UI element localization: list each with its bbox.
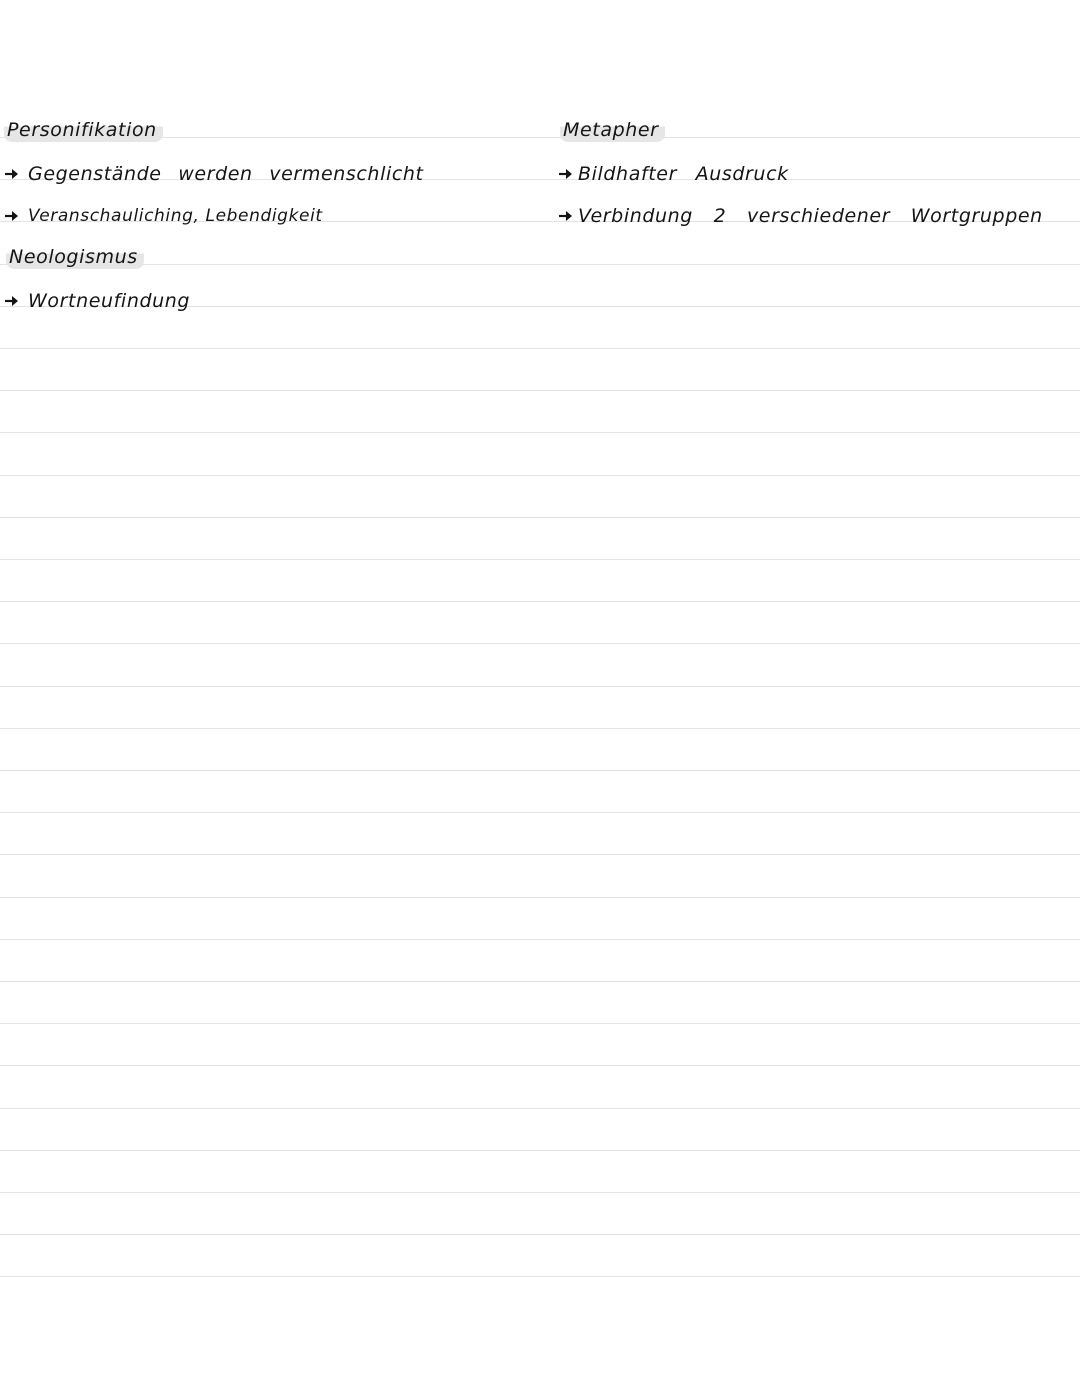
arrow-right-icon [4, 294, 20, 308]
ruled-line [0, 686, 1080, 687]
ruled-line [0, 981, 1080, 982]
ruled-line [0, 897, 1080, 898]
ruled-line [0, 643, 1080, 644]
ruled-line [0, 854, 1080, 855]
bullet-text: Wortneufindung [28, 290, 191, 312]
ruled-line [0, 517, 1080, 518]
ruled-line [0, 812, 1080, 813]
ruled-line [0, 1108, 1080, 1109]
ruled-line [0, 601, 1080, 602]
ruled-line [0, 475, 1080, 476]
bullet-item [558, 162, 789, 186]
arrow-right-icon [4, 209, 20, 223]
ruled-line [0, 348, 1080, 349]
ruled-line [0, 939, 1080, 940]
ruled-line [0, 1276, 1080, 1277]
heading-metapher: Metapher [560, 118, 665, 142]
ruled-line [0, 264, 1080, 265]
heading-personifikation: Personifikation [4, 118, 163, 142]
arrow-right-icon [4, 167, 20, 181]
bullet-text: Gegenstände werden vermenschlicht [28, 163, 424, 185]
arrow-right-icon [558, 209, 574, 223]
ruled-line [0, 728, 1080, 729]
ruled-line [0, 1150, 1080, 1151]
heading-neologismus: Neologismus [6, 245, 144, 269]
ruled-line [0, 1234, 1080, 1235]
bullet-text: Veranschauliching, Lebendigkeit [28, 206, 323, 226]
ruled-line [0, 559, 1080, 560]
bullet-text: Bildhafter Ausdruck [578, 163, 789, 185]
bullet-item [4, 162, 424, 186]
bullet-item [558, 204, 1043, 228]
bullet-text: Verbindung 2 verschiedener Wortgruppen [578, 205, 1043, 227]
ruled-line [0, 1192, 1080, 1193]
arrow-right-icon [558, 167, 574, 181]
ruled-line [0, 1065, 1080, 1066]
bullet-item [4, 289, 190, 313]
ruled-line [0, 1023, 1080, 1024]
bullet-item [4, 204, 323, 228]
ruled-line [0, 770, 1080, 771]
ruled-line [0, 390, 1080, 391]
ruled-line [0, 432, 1080, 433]
